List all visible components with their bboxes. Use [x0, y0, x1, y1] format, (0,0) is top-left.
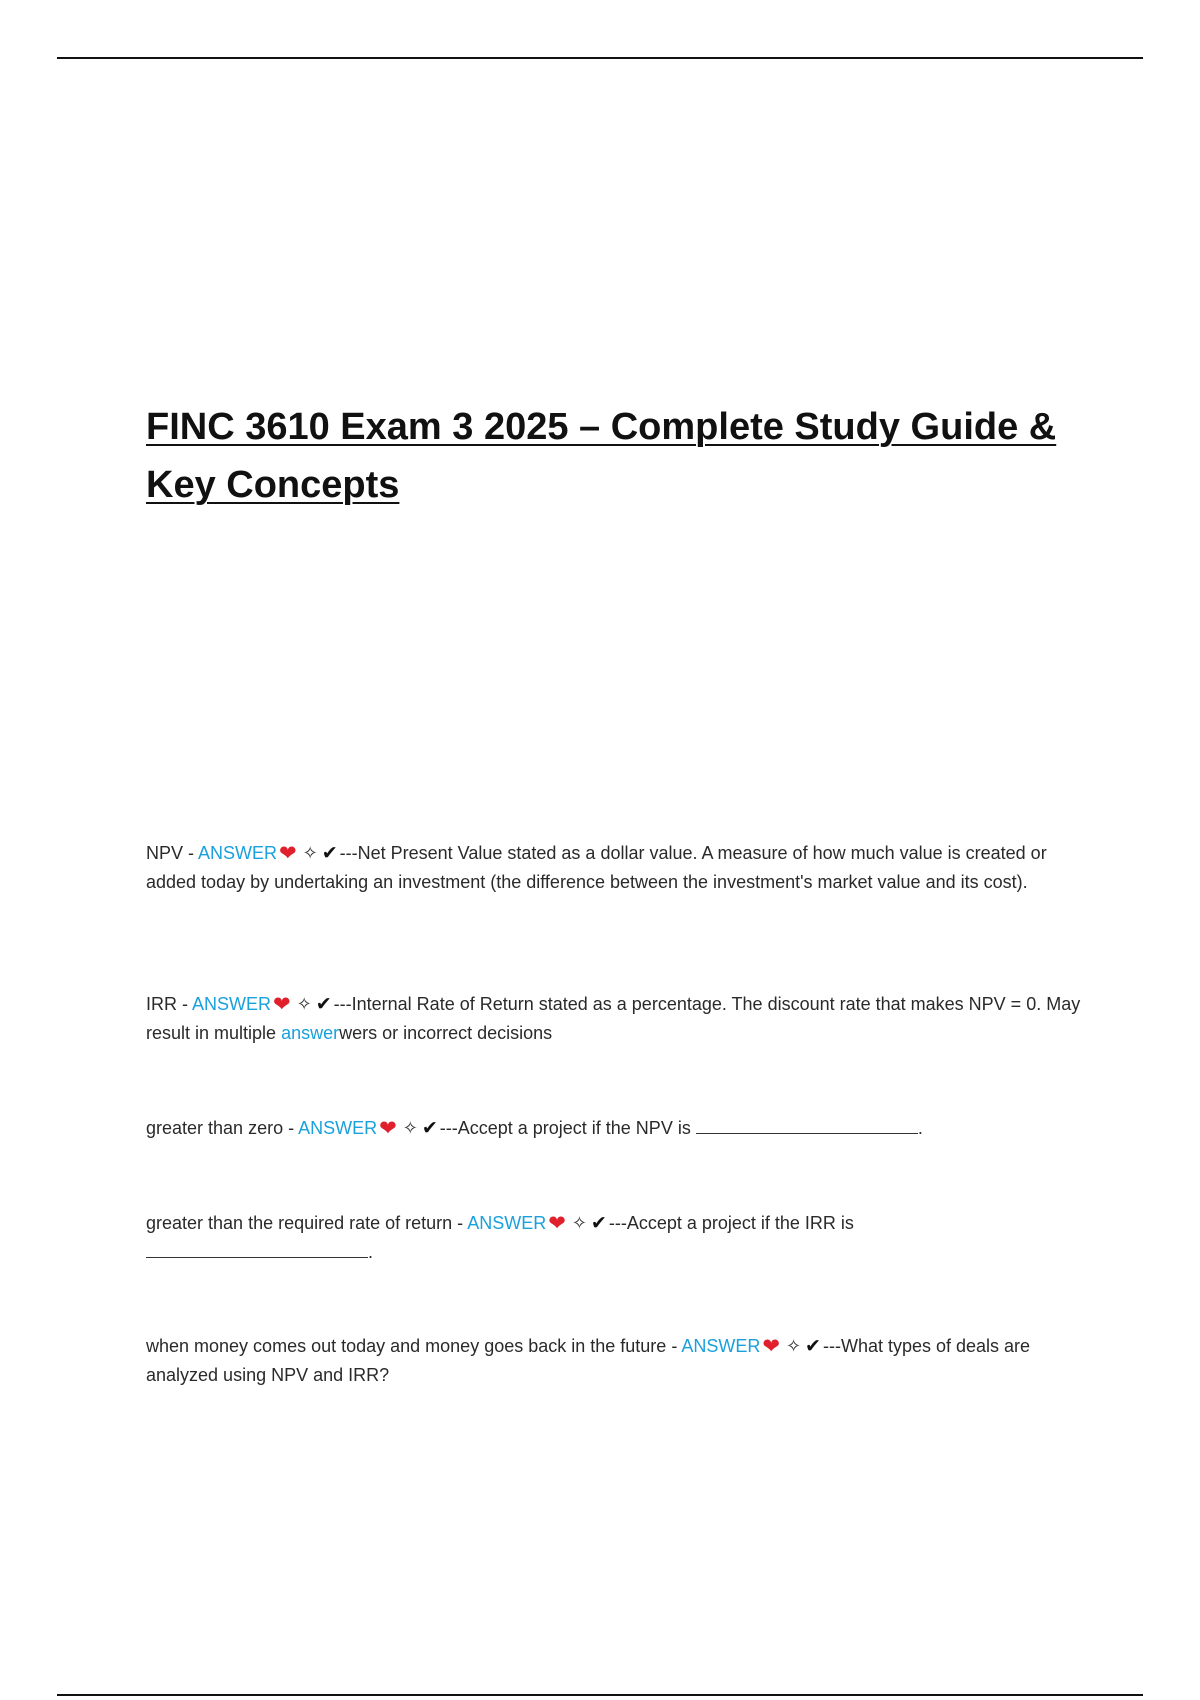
entry-separator: --- — [333, 994, 352, 1014]
answer-label: ANSWER — [192, 994, 272, 1014]
study-entry-deal-types — [146, 1332, 1086, 1390]
heart-icon: ❤ — [379, 1117, 397, 1140]
entry-separator: --- — [339, 843, 358, 863]
check-icon: ✔ — [321, 843, 338, 864]
header-rule — [57, 57, 1143, 59]
fill-in-blank — [696, 1115, 918, 1134]
answer-label: ANSWER — [681, 1336, 761, 1356]
sparkle-icon: ✧ — [302, 843, 318, 863]
entry-definition: Accept a project if the IRR is — [626, 1213, 854, 1233]
entry-term: IRR - — [146, 994, 193, 1014]
heart-icon: ❤ — [762, 1335, 780, 1358]
entry-separator: --- — [822, 1336, 841, 1356]
check-icon: ✔ — [590, 1213, 607, 1234]
heart-icon: ❤ — [548, 1212, 566, 1235]
answer-label: ANSWER — [298, 1118, 378, 1138]
entry-definition: Net Present Value stated as a dollar value. A measure of how much value is created or added today by undertaking an investment (the difference between the investment's market value and its cost). — [146, 843, 1047, 892]
check-icon: ✔ — [805, 1336, 821, 1357]
sparkle-icon: ✧ — [402, 1118, 418, 1138]
check-icon: ✔ — [421, 1118, 438, 1139]
entry-term: when money comes out today and money goes back in the future - — [146, 1336, 682, 1356]
entry-term: greater than the required rate of return - — [146, 1213, 468, 1233]
sparkle-icon: ✧ — [296, 994, 312, 1014]
fill-in-blank — [146, 1239, 368, 1258]
sparkle-icon: ✧ — [785, 1336, 802, 1356]
answer-label: ANSWER — [467, 1213, 547, 1233]
study-entry-irr-rule — [146, 1209, 1086, 1267]
entry-definition-tail: wers or incorrect decisions — [339, 1023, 553, 1043]
entry-definition: What types of deals are analyzed using NPV and IRR? — [146, 1336, 1031, 1385]
heart-icon: ❤ — [273, 993, 291, 1016]
study-entry-npv-rule — [146, 1114, 1086, 1143]
entry-definition: Internal Rate of Return stated as a percentage. The discount rate that makes NPV = 0. May result in multiple — [146, 994, 1081, 1043]
answer-label: ANSWER — [198, 843, 278, 863]
sparkle-icon: ✧ — [571, 1213, 587, 1233]
footer-rule — [57, 1694, 1143, 1696]
study-entry-npv — [146, 839, 1086, 897]
entry-separator: --- — [439, 1118, 458, 1138]
entry-end: . — [917, 1118, 923, 1138]
inline-answer-highlight: answer — [281, 1023, 340, 1043]
entry-separator: --- — [608, 1213, 627, 1233]
entry-definition: Accept a project if the NPV is — [457, 1118, 696, 1138]
entry-end: . — [368, 1242, 374, 1262]
entry-term: NPV - — [146, 843, 199, 863]
check-icon: ✔ — [315, 994, 332, 1015]
document-title: FINC 3610 Exam 3 2025 – Complete Study Guide & Key Concepts — [146, 406, 1057, 506]
entry-term: greater than zero - — [146, 1118, 299, 1138]
heart-icon: ❤ — [279, 842, 297, 865]
study-entry-irr — [146, 990, 1086, 1048]
